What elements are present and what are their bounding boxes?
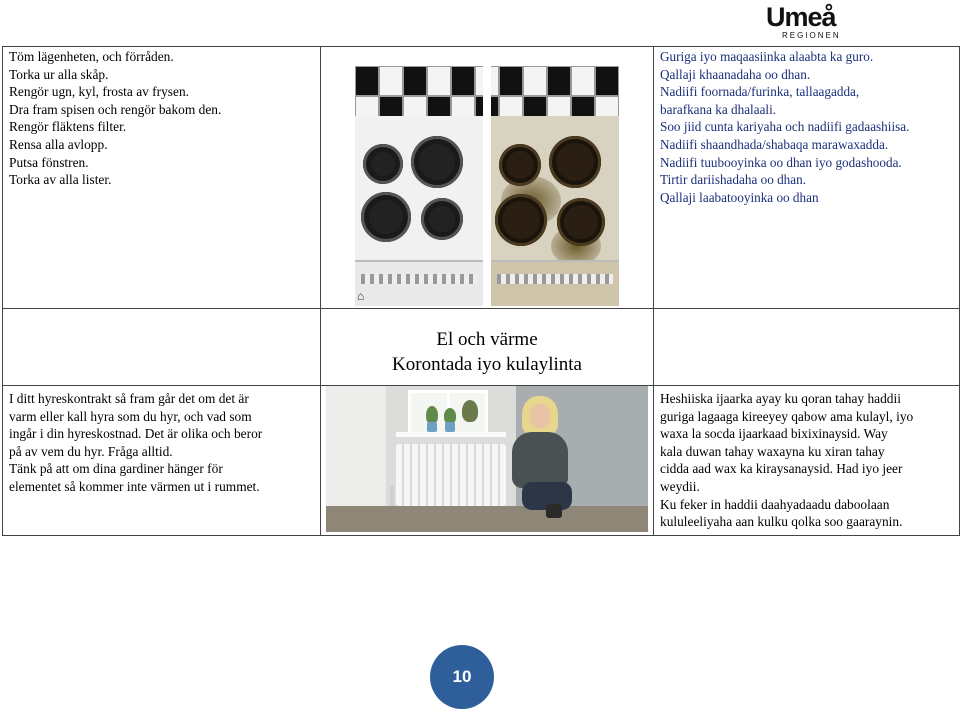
- oven-panel: [355, 260, 483, 306]
- text-line: weydii.: [660, 478, 700, 494]
- text-line: Torka av alla lister.: [9, 172, 112, 188]
- section-heading-cell: [321, 309, 654, 386]
- text-line: Dra fram spisen och rengör bakom den.: [9, 101, 222, 117]
- stove-photo-cell: [321, 47, 654, 309]
- heading-somali: Korontada iyo kulaylinta: [392, 354, 582, 375]
- logo-subtitle: REGIONEN: [782, 31, 841, 40]
- text-line: Nadiifi tuubooyinka oo dhan iyo godashooda.: [660, 154, 902, 170]
- text-line: elementet så kommer inte värmen ut i rummet.: [9, 478, 260, 494]
- radiator-photo: [326, 386, 648, 532]
- text-line: Torka ur alla skåp.: [9, 66, 109, 82]
- burner: [499, 144, 541, 186]
- heading-row: [3, 309, 960, 386]
- text-line: Rengör fläktens filter.: [9, 119, 127, 135]
- text-line: Qallaji laabatooyinka oo dhan: [660, 189, 819, 205]
- burner: [361, 192, 411, 242]
- stove-before-after-photo: [355, 66, 619, 306]
- burner: [549, 136, 601, 188]
- cleaning-somali-text: [654, 47, 959, 207]
- radiator-photo-cell: [321, 386, 654, 536]
- oven-panel: [491, 260, 619, 306]
- text-line: I ditt hyreskontrakt så fram går det om det är: [9, 391, 249, 406]
- heating-row: [3, 386, 960, 536]
- text-line: varm eller kall hyra som du hyr, och vad som: [9, 408, 252, 424]
- text-line: Tirtir dariishadaha oo dhan.: [660, 172, 807, 188]
- cleaning-row: [3, 47, 960, 309]
- photo-corner-icon: ⌂: [357, 289, 365, 303]
- dirty-stove: [491, 116, 619, 306]
- burner: [557, 198, 605, 246]
- text-line: kala duwan tahay waxayna ku xiran tahay: [660, 443, 885, 459]
- text-line: Heshiiska ijaarka ayay ku qoran tahay haddii: [660, 391, 901, 406]
- text-line: Töm lägenheten, och förråden.: [9, 49, 174, 64]
- burner: [411, 136, 463, 188]
- text-line: Nadiifi foornada/furinka, tallaagadda,: [660, 84, 860, 100]
- heating-swedish-text: [3, 386, 320, 497]
- burner: [421, 198, 463, 240]
- text-line: Putsa fönstren.: [9, 154, 89, 170]
- heating-somali-cell: [654, 386, 960, 536]
- heating-swedish-cell: [3, 386, 321, 536]
- page-number-badge: 10: [430, 645, 494, 709]
- text-line: Guriga iyo maqaasiinka alaabta ka guro.: [660, 49, 874, 64]
- text-line: Soo jiid cunta kariyaha och nadiifi gadaashiisa.: [660, 119, 910, 135]
- burner: [495, 194, 547, 246]
- text-line: Tänk på att om dina gardiner hänger för: [9, 461, 223, 477]
- clean-stove: [355, 116, 483, 306]
- cleaning-swedish-cell: [3, 47, 321, 309]
- radiator: [396, 444, 506, 506]
- cleaning-somali-cell: [654, 47, 960, 309]
- text-line: guriga lagaaga kireeyey qabow ama kulayl, iyo: [660, 408, 914, 424]
- window-sill: [396, 432, 506, 437]
- text-line: Nadiifi shaandhada/shabaqa marawaxadda.: [660, 136, 889, 152]
- text-line: barafkana ka dhalaali.: [660, 101, 777, 117]
- heating-somali-text: [654, 386, 959, 532]
- text-line: waxa la socda ijaarkaad bixixinaysid. Way: [660, 426, 888, 442]
- content-table: [2, 46, 960, 536]
- text-line: Rensa alla avlopp.: [9, 136, 108, 152]
- text-line: kululeeliyaha aan kulku qolka soo gaaraynin.: [660, 514, 903, 530]
- heading-swedish: El och värme: [436, 329, 538, 350]
- text-line: på av vem du hyr. Fråga alltid.: [9, 443, 173, 459]
- text-line: Rengör ugn, kyl, frosta av frysen.: [9, 84, 189, 100]
- logo-wordmark: Umeå: [766, 2, 836, 32]
- text-line: ingår i din hyreskostnad. Det är olika och beror: [9, 426, 263, 442]
- umea-regionen-logo: [766, 2, 856, 42]
- cleaning-swedish-text: [3, 47, 320, 190]
- text-line: Qallaji khaanadaha oo dhan.: [660, 66, 811, 82]
- text-line: Ku feker in haddii daahyadaadu daboolaan: [660, 496, 890, 512]
- section-heading: [321, 309, 653, 377]
- burner: [363, 144, 403, 184]
- text-line: cidda aad wax ka kiraysanaysid. Had iyo jeer: [660, 461, 903, 477]
